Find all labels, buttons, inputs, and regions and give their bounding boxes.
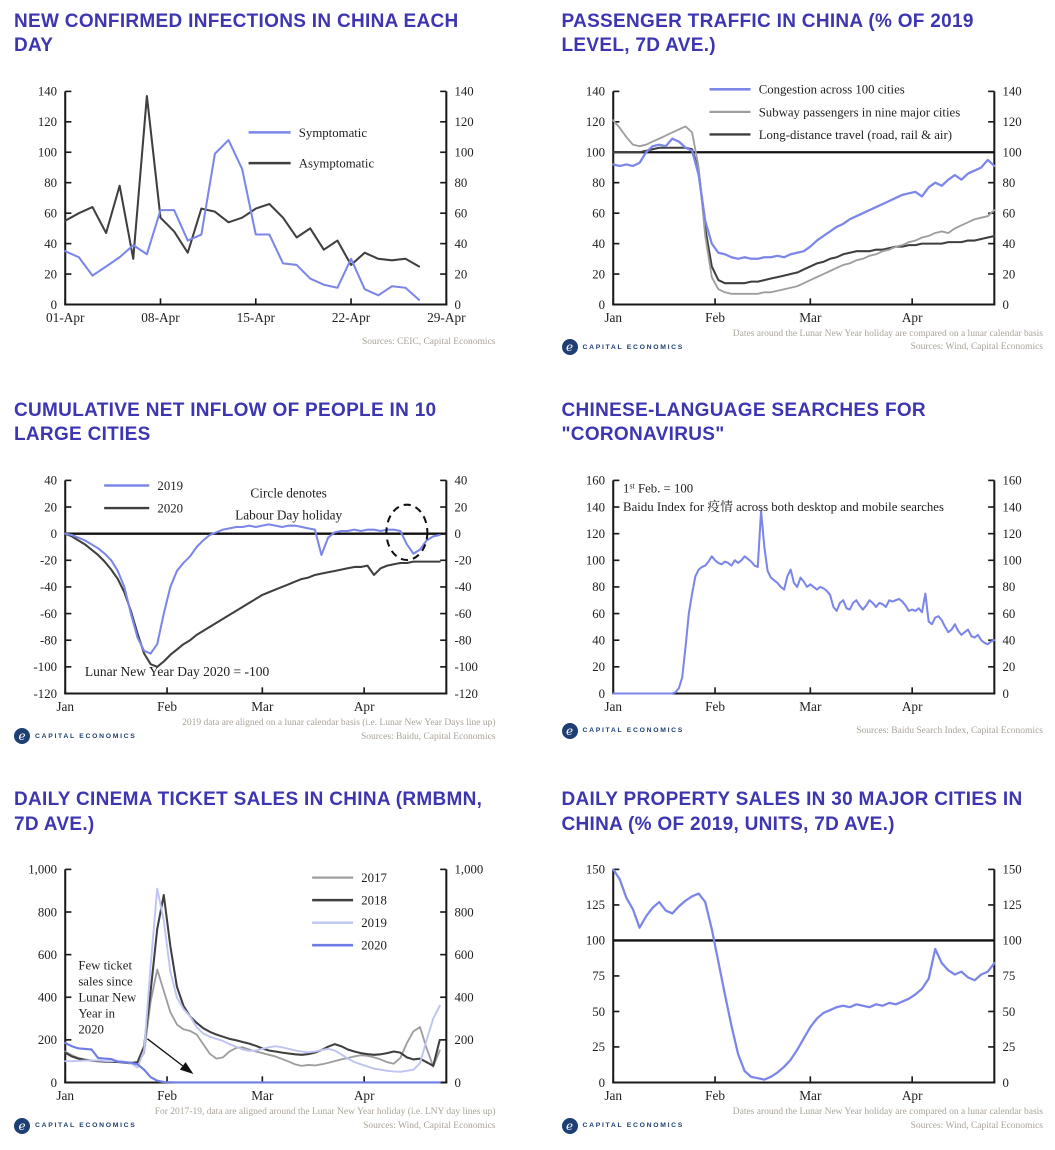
svg-text:60: 60 [44, 206, 58, 221]
chart-sources: Sources: Baidu, Capital Economics [360, 731, 496, 742]
chart-card-property-sales [562, 788, 1044, 1133]
svg-text:0: 0 [50, 526, 58, 541]
chart-card-passenger-traffic [562, 10, 1044, 355]
chart-sources: Sources: Baidu Search Index, Capital Economics [856, 726, 1043, 737]
chart-notes [137, 1106, 496, 1134]
svg-text:80: 80 [44, 175, 58, 190]
svg-text:160: 160 [585, 473, 605, 488]
chart-notes [137, 336, 496, 350]
svg-text:80: 80 [591, 175, 605, 190]
svg-text:Mar: Mar [798, 309, 821, 325]
svg-text:Feb: Feb [704, 309, 725, 325]
svg-text:Apr: Apr [901, 698, 923, 714]
chart-footer [14, 1106, 496, 1134]
capital-economics-logo-text: CAPITAL ECONOMICS [35, 1122, 137, 1130]
svg-text:Apr: Apr [353, 1087, 375, 1103]
svg-text:40: 40 [1002, 236, 1015, 251]
svg-text:-20: -20 [454, 553, 472, 568]
chart-footer [562, 1106, 1044, 1134]
svg-text:Year in: Year in [78, 1006, 116, 1021]
chart-grid [14, 10, 1043, 1134]
svg-text:Jan: Jan [603, 309, 622, 325]
svg-text:20: 20 [454, 266, 468, 281]
svg-text:60: 60 [1002, 206, 1015, 221]
svg-text:Subway passengers in nine majo: Subway passengers in nine major cities [758, 104, 960, 119]
svg-text:100: 100 [1002, 553, 1022, 568]
svg-text:0: 0 [598, 686, 605, 701]
svg-text:01-Apr: 01-Apr [46, 309, 85, 325]
chart-card-infections [14, 10, 496, 355]
chart-note: Dates around the Lunar New Year holiday are compared on a lunar calendar basis [732, 1106, 1043, 1117]
svg-text:Feb: Feb [157, 698, 178, 714]
svg-text:40: 40 [44, 473, 58, 488]
svg-text:60: 60 [591, 206, 605, 221]
svg-text:Jan: Jan [56, 698, 75, 714]
svg-text:75: 75 [1002, 969, 1015, 984]
svg-text:08-Apr: 08-Apr [141, 309, 180, 325]
svg-text:Asymptomatic: Asymptomatic [298, 156, 375, 171]
svg-text:-40: -40 [454, 580, 472, 595]
capital-economics-logo [562, 1118, 685, 1134]
svg-text:100: 100 [585, 933, 605, 948]
svg-text:140: 140 [585, 84, 605, 99]
svg-text:sales since: sales since [78, 974, 133, 989]
page-title: DAILY PROPERTY SALES IN 30 MAJOR CITIES IN CHINA (% OF 2019, UNITS, 7D AVE.) [561, 789, 1023, 835]
svg-text:140: 140 [454, 84, 474, 99]
svg-text:-100: -100 [454, 659, 478, 674]
svg-text:80: 80 [1002, 175, 1015, 190]
svg-text:Jan: Jan [603, 698, 622, 714]
svg-text:200: 200 [37, 1033, 58, 1048]
page-title: CHINESE-LANGUAGE SEARCHES FOR "CORONAVIRUS" [561, 400, 926, 446]
svg-text:140: 140 [1002, 84, 1022, 99]
svg-text:-100: -100 [33, 659, 58, 674]
svg-text:20: 20 [1002, 266, 1015, 281]
capital-economics-logo-icon: e [562, 723, 578, 739]
svg-text:80: 80 [1002, 580, 1015, 595]
capital-economics-logo [562, 339, 685, 355]
svg-text:20: 20 [454, 500, 468, 515]
svg-text:800: 800 [37, 905, 58, 920]
svg-text:Long-distance travel (road, ra: Long-distance travel (road, rail & air) [758, 127, 952, 142]
svg-text:-60: -60 [39, 606, 58, 621]
svg-text:20: 20 [591, 659, 605, 674]
svg-text:400: 400 [37, 990, 58, 1005]
svg-text:150: 150 [1002, 862, 1022, 877]
svg-text:120: 120 [37, 114, 58, 129]
chart-note: 2019 data are aligned on a lunar calendar basis (i.e. Lunar New Year Days line up) [182, 717, 496, 728]
svg-text:Jan: Jan [56, 1087, 75, 1103]
svg-text:20: 20 [44, 500, 58, 515]
capital-economics-logo-text: CAPITAL ECONOMICS [582, 1122, 685, 1130]
svg-text:2020: 2020 [78, 1022, 104, 1037]
svg-text:100: 100 [454, 145, 474, 160]
svg-text:0: 0 [598, 1075, 605, 1090]
chart-notes [137, 717, 496, 745]
svg-text:Mar: Mar [798, 698, 821, 714]
svg-text:80: 80 [454, 175, 468, 190]
svg-text:140: 140 [585, 500, 605, 515]
svg-text:600: 600 [454, 947, 474, 962]
capital-economics-logo-icon: e [14, 728, 30, 744]
svg-text:Feb: Feb [704, 698, 725, 714]
svg-text:Jan: Jan [603, 1087, 622, 1103]
svg-text:0: 0 [454, 526, 461, 541]
svg-text:0: 0 [1002, 686, 1009, 701]
net-inflow-line-chart [14, 464, 496, 716]
svg-text:50: 50 [591, 1004, 605, 1019]
svg-text:160: 160 [1002, 473, 1022, 488]
chart-sources: Sources: Wind, Capital Economics [910, 1120, 1043, 1131]
svg-text:200: 200 [454, 1033, 474, 1048]
chart-footer [562, 717, 1044, 739]
svg-text:20: 20 [591, 266, 605, 281]
svg-text:Lunar New Year Day 2020 = -100: Lunar New Year Day 2020 = -100 [84, 663, 270, 679]
svg-text:140: 140 [1002, 500, 1022, 515]
svg-text:22-Apr: 22-Apr [331, 309, 371, 325]
svg-text:600: 600 [37, 947, 58, 962]
svg-text:Symptomatic: Symptomatic [298, 125, 368, 140]
capital-economics-logo [14, 728, 137, 744]
page-title: NEW CONFIRMED INFECTIONS IN CHINA EACH DAY [14, 11, 459, 57]
capital-economics-logo-icon: e [562, 1118, 578, 1134]
svg-text:40: 40 [44, 236, 58, 251]
infections-line-chart [14, 75, 496, 327]
chart-note: For 2017-19, data are aligned around the Lunar New Year holiday (i.e. LNY day lines up) [154, 1106, 496, 1117]
svg-text:1,000: 1,000 [454, 862, 484, 877]
svg-text:0: 0 [454, 297, 461, 312]
svg-text:800: 800 [454, 905, 474, 920]
svg-text:100: 100 [37, 145, 58, 160]
svg-text:Baidu Index for 疫情 across bot: Baidu Index for 疫情 across both desktop and mobile searches [622, 499, 944, 514]
svg-text:25: 25 [591, 1040, 605, 1055]
svg-text:40: 40 [454, 473, 468, 488]
svg-text:1st Feb. = 100: 1st Feb. = 100 [622, 481, 693, 496]
capital-economics-logo [14, 1118, 137, 1134]
svg-text:-80: -80 [454, 633, 472, 648]
svg-text:-20: -20 [39, 553, 58, 568]
capital-economics-logo-icon: e [562, 339, 578, 355]
chart-card-coronavirus-searches [562, 399, 1044, 744]
svg-text:Labour Day holiday: Labour Day holiday [235, 507, 343, 523]
capital-economics-logo [562, 723, 685, 739]
svg-text:Lunar New: Lunar New [78, 990, 137, 1005]
svg-text:0: 0 [454, 1075, 461, 1090]
svg-text:2020: 2020 [361, 938, 387, 953]
svg-text:20: 20 [1002, 659, 1015, 674]
chart-notes [684, 328, 1043, 356]
svg-text:120: 120 [1002, 526, 1022, 541]
svg-text:120: 120 [585, 526, 605, 541]
svg-text:0: 0 [1002, 1075, 1009, 1090]
chart-sources: Sources: Wind, Capital Economics [910, 342, 1043, 353]
chart-sources: Sources: CEIC, Capital Economics [361, 336, 496, 347]
svg-text:2019: 2019 [361, 916, 387, 931]
svg-text:25: 25 [1002, 1040, 1015, 1055]
svg-text:0: 0 [50, 1075, 58, 1090]
svg-text:Mar: Mar [251, 1087, 274, 1103]
svg-text:120: 120 [585, 114, 605, 129]
svg-text:29-Apr: 29-Apr [427, 309, 466, 325]
svg-text:120: 120 [1002, 114, 1022, 129]
capital-economics-logo-icon: e [14, 1118, 30, 1134]
svg-text:2020: 2020 [157, 501, 184, 516]
svg-text:125: 125 [1002, 898, 1022, 913]
svg-text:Apr: Apr [901, 1087, 923, 1103]
svg-text:Circle denotes: Circle denotes [250, 485, 327, 501]
svg-text:100: 100 [1002, 933, 1022, 948]
capital-economics-logo-text: CAPITAL ECONOMICS [582, 343, 685, 351]
chart-card-cinema-sales [14, 788, 496, 1133]
svg-text:0: 0 [1002, 297, 1009, 312]
chart-sources: Sources: Wind, Capital Economics [363, 1120, 496, 1131]
page-title: CUMULATIVE NET INFLOW OF PEOPLE IN 10 LARGE CITIES [14, 400, 437, 446]
chart-note: Dates around the Lunar New Year holiday are compared on a lunar calendar basis [732, 328, 1043, 339]
capital-economics-logo-text: CAPITAL ECONOMICS [582, 727, 685, 735]
svg-text:Feb: Feb [157, 1087, 178, 1103]
svg-text:75: 75 [591, 969, 605, 984]
svg-text:Apr: Apr [901, 309, 923, 325]
svg-text:120: 120 [454, 114, 474, 129]
svg-text:150: 150 [585, 862, 605, 877]
svg-text:40: 40 [591, 633, 605, 648]
svg-text:-60: -60 [454, 606, 472, 621]
svg-text:-40: -40 [39, 580, 58, 595]
svg-text:1,000: 1,000 [28, 862, 58, 877]
svg-text:Apr: Apr [353, 698, 375, 714]
svg-text:125: 125 [585, 898, 605, 913]
chart-notes [684, 725, 1043, 739]
cinema-sales-line-chart [14, 853, 496, 1105]
svg-text:40: 40 [591, 236, 605, 251]
svg-text:Congestion across 100 cities: Congestion across 100 cities [758, 82, 905, 97]
page-title: PASSENGER TRAFFIC IN CHINA (% OF 2019 LEVEL, 7D AVE.) [561, 11, 974, 57]
svg-text:2018: 2018 [361, 893, 387, 908]
coronavirus-searches-line-chart [562, 464, 1044, 716]
page-title: DAILY CINEMA TICKET SALES IN CHINA (RMBMN, 7D AVE.) [14, 789, 483, 835]
chart-footer [14, 328, 496, 350]
svg-text:Few ticket: Few ticket [78, 958, 133, 973]
svg-text:100: 100 [1002, 145, 1022, 160]
chart-notes [684, 1106, 1043, 1134]
svg-text:2019: 2019 [157, 478, 184, 493]
svg-text:400: 400 [454, 990, 474, 1005]
chart-footer [562, 328, 1044, 356]
svg-text:80: 80 [591, 580, 605, 595]
svg-text:60: 60 [1002, 606, 1015, 621]
svg-text:140: 140 [37, 84, 58, 99]
capital-economics-logo-text: CAPITAL ECONOMICS [35, 732, 137, 740]
svg-text:-120: -120 [33, 686, 58, 701]
svg-text:-80: -80 [39, 633, 58, 648]
passenger-traffic-line-chart [562, 75, 1044, 327]
svg-text:Feb: Feb [704, 1087, 725, 1103]
svg-text:Mar: Mar [251, 698, 274, 714]
svg-text:0: 0 [598, 297, 605, 312]
svg-text:15-Apr: 15-Apr [236, 309, 275, 325]
svg-text:100: 100 [585, 145, 605, 160]
svg-text:40: 40 [1002, 633, 1015, 648]
svg-text:60: 60 [454, 206, 468, 221]
svg-text:40: 40 [454, 236, 468, 251]
svg-text:2017: 2017 [361, 870, 387, 885]
svg-text:50: 50 [1002, 1004, 1015, 1019]
svg-text:60: 60 [591, 606, 605, 621]
svg-text:0: 0 [50, 297, 58, 312]
chart-footer [14, 717, 496, 745]
svg-text:100: 100 [585, 553, 605, 568]
svg-text:-120: -120 [454, 686, 478, 701]
property-sales-line-chart [562, 853, 1044, 1105]
chart-card-net-inflow [14, 399, 496, 744]
svg-text:Mar: Mar [798, 1087, 821, 1103]
svg-text:20: 20 [44, 266, 58, 281]
